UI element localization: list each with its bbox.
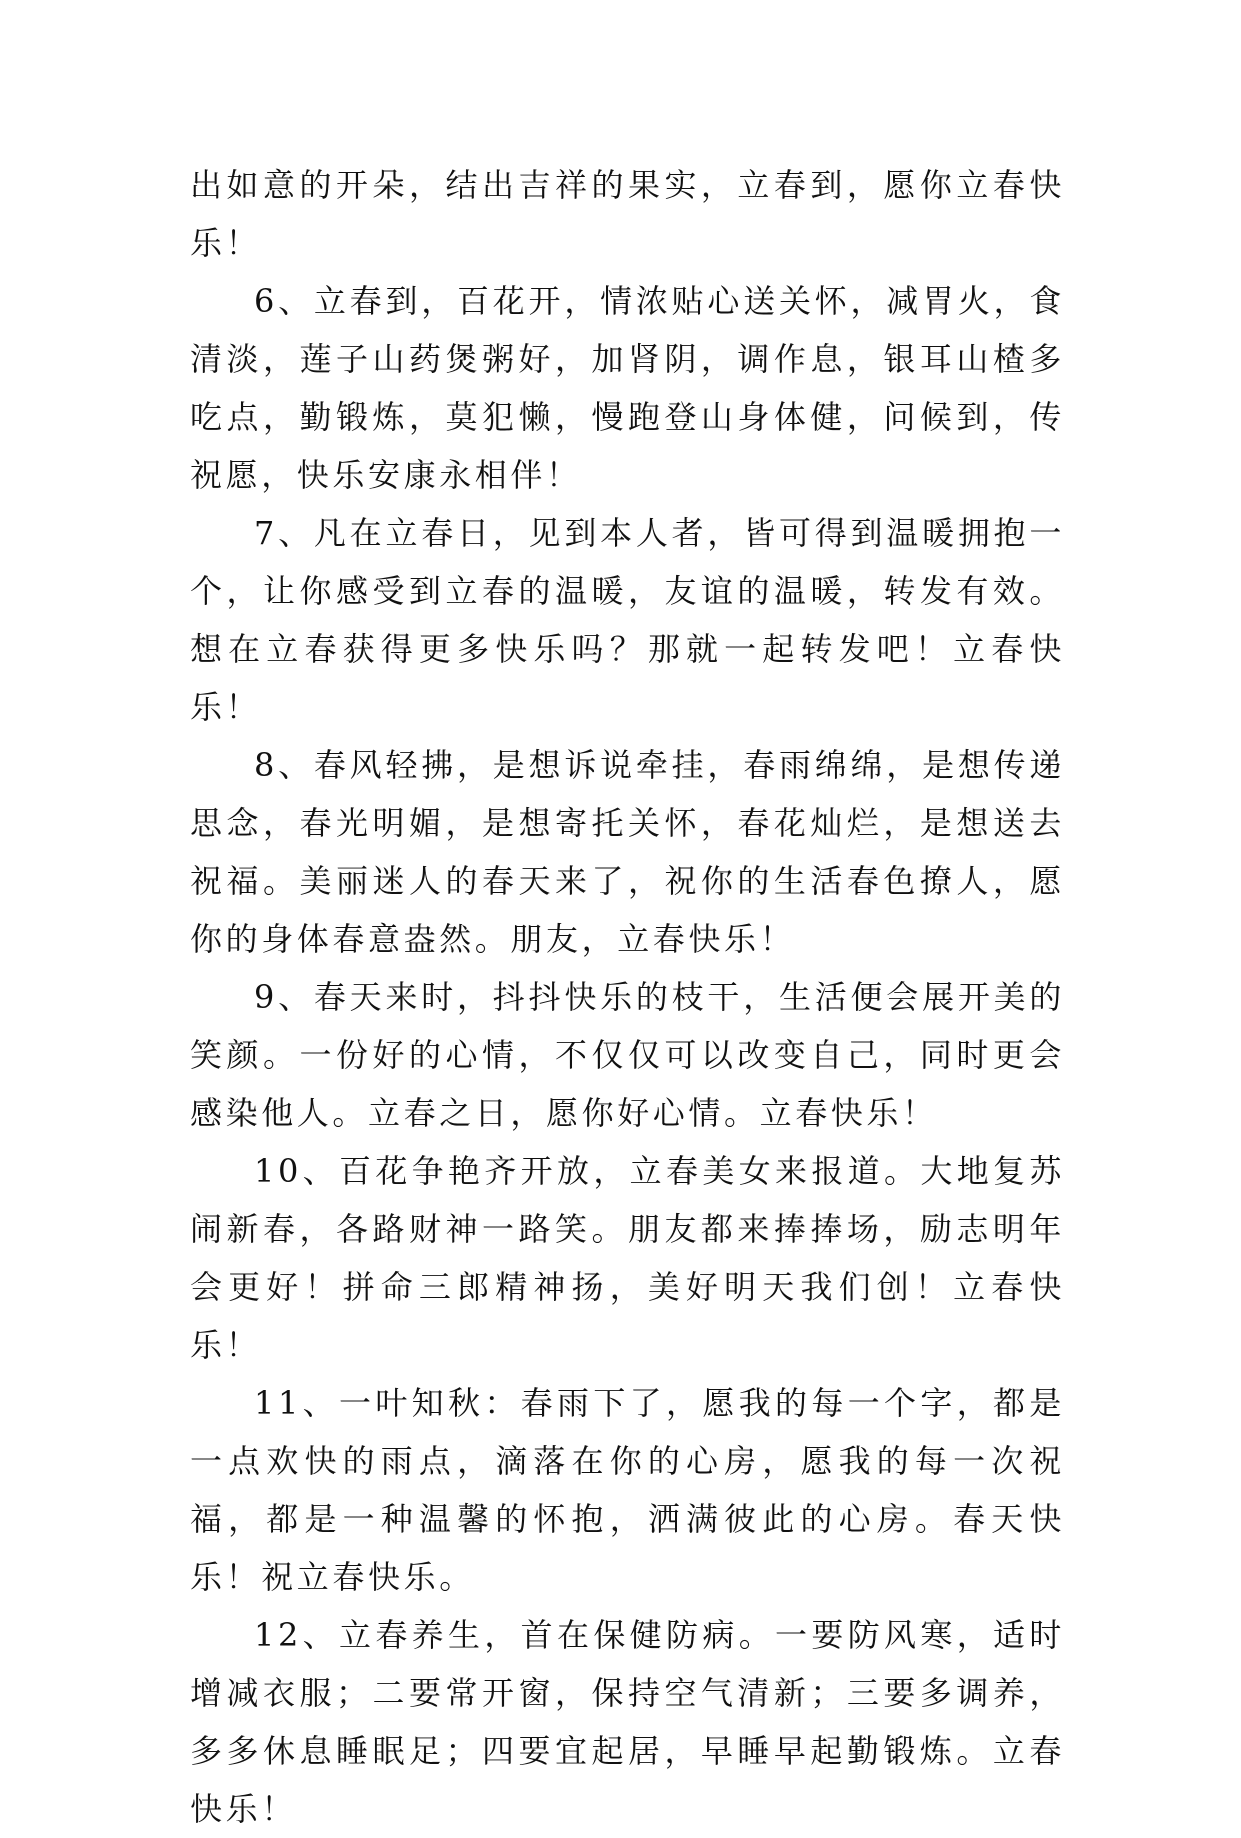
- paragraph-item-9: 9、春天来时，抖抖快乐的枝干，生活便会展开美的笑颜。一份好的心情，不仅仅可以改变自己，同时更会感染他人。立春之日，愿你好心情。立春快乐！: [190, 978, 1065, 1132]
- paragraph-item-11: 11、一叶知秋：春雨下了，愿我的每一个字，都是一点欢快的雨点，滴落在你的心房，愿我的每一次祝福，都是一种温馨的怀抱，洒满彼此的心房。春天快乐！祝立春快乐。: [190, 1384, 1065, 1596]
- paragraph-item-7: 7、凡在立春日，见到本人者，皆可得到温暖拥抱一个，让你感受到立春的温暖，友谊的温暖，转发有效。想在立春获得更多快乐吗？那就一起转发吧！立春快乐！: [190, 514, 1065, 726]
- paragraph-item-8: 8、春风轻拂，是想诉说牵挂，春雨绵绵，是想传递思念，春光明媚，是想寄托关怀，春花灿烂，是想送去祝福。美丽迷人的春天来了，祝你的生活春色撩人，愿你的身体春意盎然。朋友，立春快乐！: [190, 746, 1065, 958]
- paragraph-item-10: 10、百花争艳齐开放，立春美女来报道。大地复苏闹新春，各路财神一路笑。朋友都来捧捧场，励志明年会更好！拼命三郎精神扬，美好明天我们创！立春快乐！: [190, 1152, 1065, 1364]
- paragraph-item-6: 6、立春到，百花开，情浓贴心送关怀，减胃火，食清淡，莲子山药煲粥好，加肾阴，调作息，银耳山楂多吃点，勤锻炼，莫犯懒，慢跑登山身体健，问候到，传祝愿，快乐安康永相伴！: [190, 282, 1065, 494]
- paragraph-item-12: 12、立春养生，首在保健防病。一要防风寒，适时增减衣服；二要常开窗，保持空气清新；三要多调养，多多休息睡眠足；四要宜起居，早睡早起勤锻炼。立春快乐！: [190, 1616, 1065, 1828]
- paragraph-continuation: 出如意的开朵，结出吉祥的果实，立春到，愿你立春快乐！: [190, 166, 1065, 262]
- document-body: [190, 156, 1065, 1838]
